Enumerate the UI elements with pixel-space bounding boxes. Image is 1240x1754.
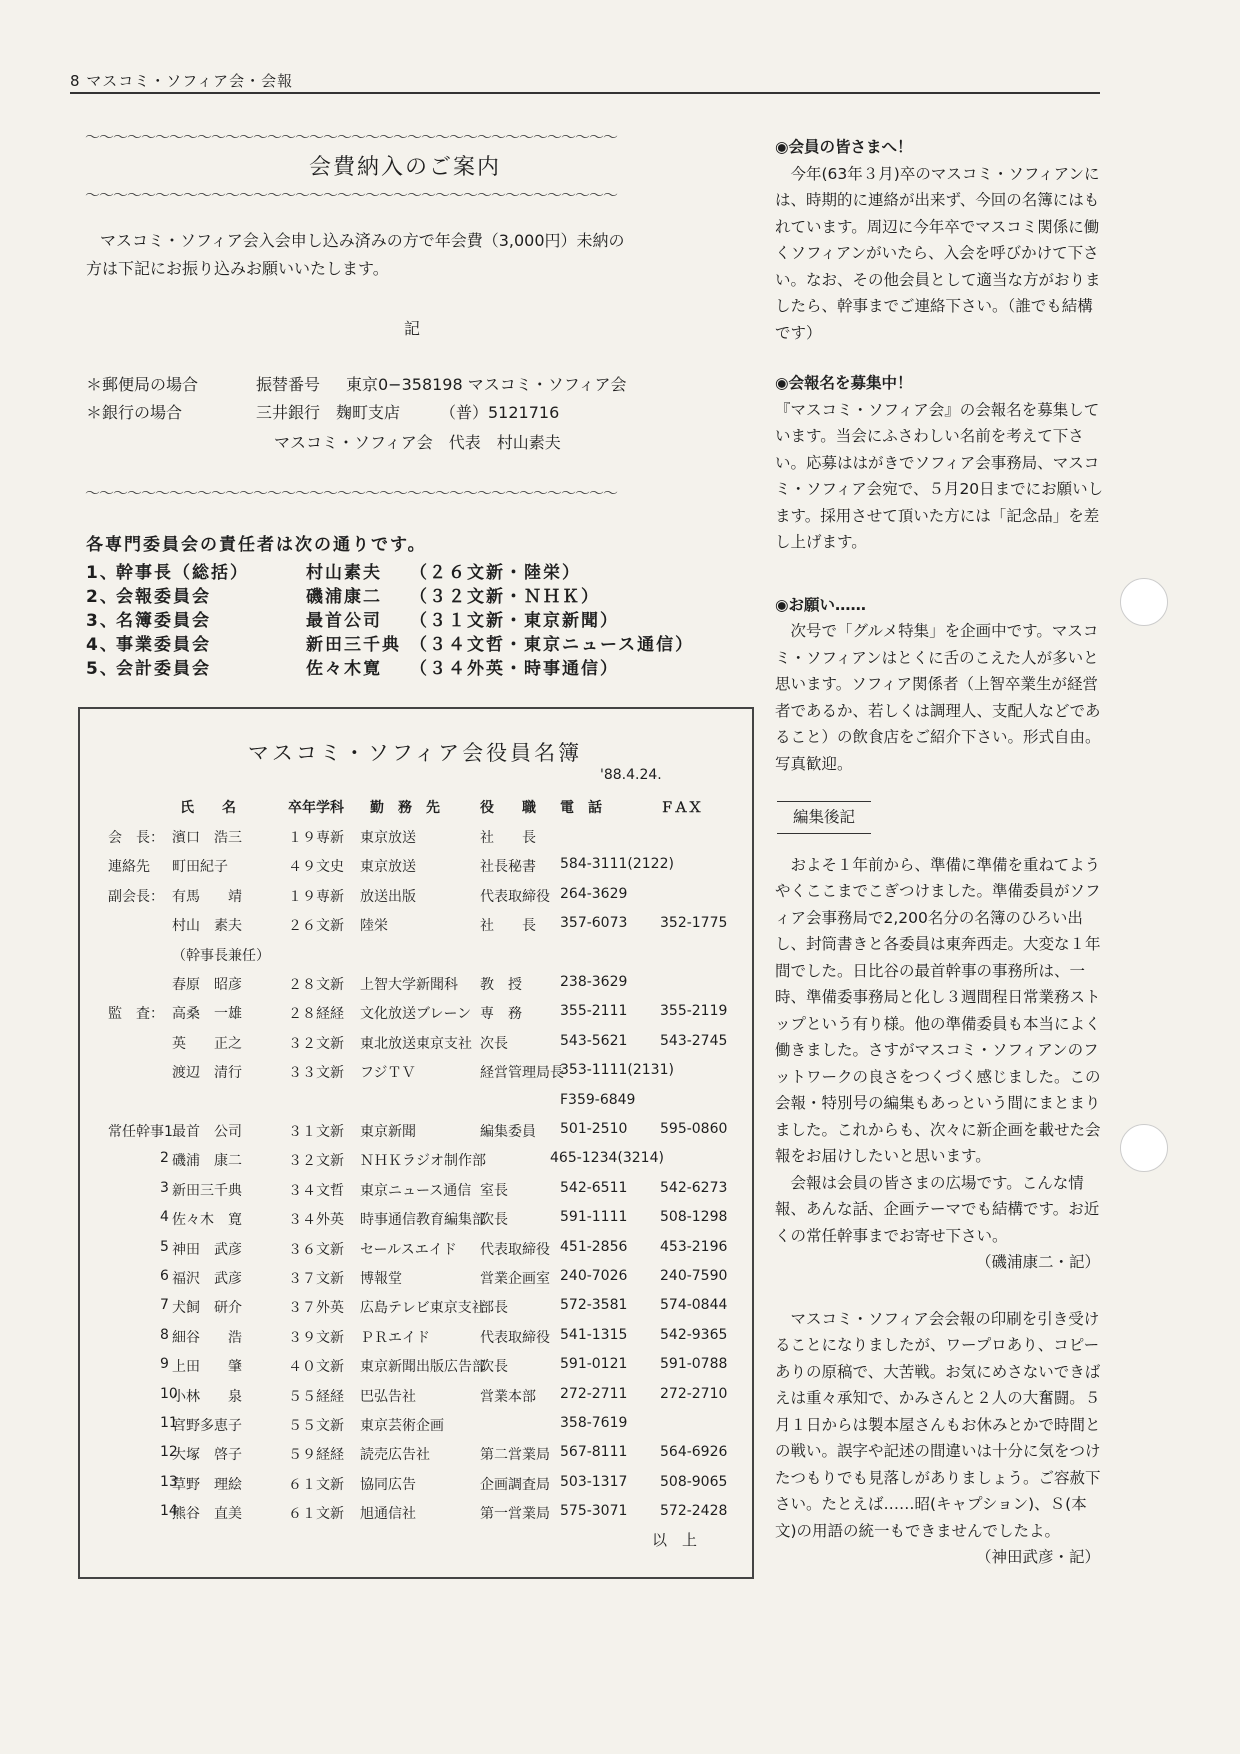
dir-year: ３６文新 [288, 1241, 344, 1258]
directory-end: 以 上 [652, 1531, 698, 1549]
dir-year: ４９文史 [288, 859, 344, 876]
members-notice-body: 今年(63年３月)卒のマスコミ・ソフィアンには、時期的に連絡が出来ず、今回の名簿にはもれています。周辺に今年卒でマスコミ関係に働くソフィアンがいたら、入会を呼びかけて下さい。なお、その他会員として適当な方がおりましたら、幹事までご連絡下さい。（誰でも結構です） [775, 164, 1101, 342]
members-notice-title: ◉会員の皆さまへ！ [775, 138, 913, 156]
dir-fax: 574-0844 [660, 1297, 728, 1314]
fee-bank-label: ＊銀行の場合 [86, 403, 183, 422]
dir-role: 10 [160, 1385, 178, 1402]
dir-role: 14 [160, 1503, 178, 1520]
dir-year: ３３文新 [288, 1065, 344, 1082]
dir-position: 社 長 [480, 918, 536, 935]
header-rule [70, 92, 1100, 94]
dir-phone: 272-2711 [560, 1385, 628, 1402]
dir-position: 室長 [480, 1182, 508, 1199]
dir-name: 英 正之 [172, 1035, 242, 1052]
dir-position: 社 長 [480, 830, 536, 846]
dir-name: 渡辺 清行 [172, 1065, 242, 1082]
directory-title: マスコミ・ソフィア会役員名簿 [247, 741, 583, 765]
directory-row [80, 1327, 750, 1356]
dir-year: ２６文新 [288, 918, 344, 935]
dir-year: ６１文新 [288, 1506, 344, 1523]
fee-title: 会費納入のご案内 [308, 155, 501, 180]
dir-name: 町田紀子 [172, 859, 228, 876]
fee-body-line1: マスコミ・ソフィア会入会申し込み済みの方で年会費（3,000円）未納の [100, 231, 625, 250]
directory-row [80, 1180, 750, 1209]
committee-name: 会報委員会 [116, 587, 211, 607]
dir-year: ３９文新 [288, 1329, 344, 1346]
committee-name: 名簿委員会 [116, 611, 211, 631]
dir-name: （幹事長兼任） [172, 947, 270, 964]
dir-fax: 352-1775 [660, 915, 728, 932]
dir-fax: 595-0860 [660, 1121, 728, 1137]
dir-phone: 465-1234(3214) [550, 1150, 664, 1167]
dir-phone: 541-1315 [560, 1326, 628, 1343]
dir-role: 5 [160, 1238, 169, 1255]
dir-employer: 東京ニュース通信 [360, 1182, 472, 1199]
dir-employer: 陸栄 [360, 918, 388, 935]
committee-affiliation: （２６文新・陸栄） [410, 563, 581, 583]
dir-employer: 時事通信教育編集部 [360, 1212, 486, 1229]
dir-fax: 542-9365 [660, 1326, 728, 1343]
directory-row [80, 1150, 750, 1179]
dir-year: ６１文新 [288, 1476, 344, 1493]
directory-row [80, 1503, 750, 1532]
col-fax: ＦＡＸ [660, 800, 702, 816]
editor-notes-body1: およそ１年前から、準備に準備を重ねてようやくここまでこぎつけました。準備委員がソフィア会事務局で2,200名分の名簿のひろい出し、封筒書きと各委員は東奔西走。大変な１年間でした。日比谷の最首幹事の事務所は、一時、準備委事務局と化し３週間程日常業務ストップという有り様。他の準備委員も本当によく働きました。さすがマスコミ・ソフィアンのフットワークの良さをつくづく感じました。この会報・特別号の編集もあっという間にまとまりました。これからも、次々に新企画を載せた会報をお届けしたいと思います。 [775, 855, 1101, 1165]
committee-name: 会計委員会 [116, 659, 211, 679]
dir-role: 3 [160, 1179, 169, 1196]
dir-phone: 240-7026 [560, 1268, 628, 1284]
dir-employer: セールスエイド [360, 1241, 457, 1258]
committee-name: 事業委員会 [116, 635, 211, 655]
dir-phone: 353-1111(2131) [560, 1062, 674, 1079]
dir-name: 大塚 啓子 [172, 1447, 242, 1464]
dir-year: ３１文新 [288, 1124, 344, 1140]
fee-postal-type: 振替番号 [256, 375, 321, 394]
dir-year: ２８経経 [288, 1006, 344, 1023]
dir-role: 監 査： [108, 1006, 164, 1023]
dir-name: 草野 理絵 [172, 1476, 242, 1493]
dir-employer: 放送出版 [360, 888, 416, 905]
directory-row [80, 1121, 750, 1150]
col-employer: 勤 務 先 [370, 800, 440, 816]
directory-row [80, 1239, 750, 1268]
newsletter-name-body: 『マスコミ・ソフィア会』の会報名を募集しています。当会にふさわしい名前を考えて下さい。応募ははがきでソフィア会事務局、マスコミ・ソフィア会宛で、５月20日までにお願いします。採用させて頂いた方には「記念品」を差し上げます。 [775, 400, 1104, 551]
dir-employer: 博報堂 [360, 1271, 402, 1287]
dir-fax: 355-2119 [660, 1003, 728, 1020]
dir-year: ２８文新 [288, 977, 344, 993]
dir-name: 春原 昭彦 [172, 977, 242, 993]
directory-row [80, 886, 750, 915]
directory-row [80, 1092, 750, 1121]
committee-person: 村山素夫 [306, 563, 382, 583]
dir-position: 第二営業局 [480, 1447, 550, 1464]
newsletter-name-title: ◉会報名を募集中！ [775, 374, 913, 392]
committee-person: 最首公司 [306, 611, 382, 631]
dir-position: 部長 [480, 1300, 508, 1317]
dir-fax: 453-2196 [660, 1238, 728, 1255]
dir-role: 副会長： [108, 888, 164, 905]
dir-year: ４０文新 [288, 1359, 344, 1376]
dir-phone: 355-2111 [560, 1003, 628, 1020]
col-year: 卒年学科 [288, 800, 344, 816]
dir-position: 代表取締役 [480, 1329, 550, 1346]
dir-name: 新田三千典 [172, 1182, 242, 1199]
dir-year: ３４外英 [288, 1212, 344, 1229]
wave-divider-bottom: 〜〜〜〜〜〜〜〜〜〜〜〜〜〜〜〜〜〜〜〜〜〜〜〜〜〜〜〜〜〜〜〜〜〜〜〜〜〜 [85, 484, 618, 502]
dir-phone: 358-7619 [560, 1415, 628, 1431]
dir-name: 熊谷 直美 [172, 1506, 242, 1523]
dir-employer: 広島テレビ東京支社 [360, 1300, 486, 1317]
dir-year: １９専新 [288, 888, 344, 905]
dir-role: 13 [160, 1473, 178, 1490]
dir-role: 8 [160, 1326, 169, 1343]
printing-note-body: マスコミ・ソフィア会会報の印刷を引き受けることになりましたが、ワープロあり、コピーありの原稿で、大苦戦。お気にめさないできばえは重々承知で、かみさんと２人の大奮闘。５月１日からは製本屋さんもお休みとかで時間との戦い。誤字や記述の間違いは十分に気をつけたつもりでも見落しがありましょう。ご容赦下さい。たとえば……昭(キャプション)、Ｓ(本文)の用語の統一もできませんでしたよ。 [775, 1309, 1101, 1540]
directory-row [80, 827, 750, 856]
editor-notes-label: 編集後記 [777, 801, 871, 834]
dir-year: ３２文新 [288, 1153, 344, 1170]
binder-hole-top [1120, 578, 1168, 626]
directory-row [80, 1062, 750, 1091]
dir-employer: フジＴＶ [360, 1065, 416, 1082]
dir-name: 磯浦 康二 [172, 1153, 242, 1170]
committee-no: 3、 [86, 611, 119, 631]
dir-year: ３７外英 [288, 1300, 344, 1317]
dir-employer: 東京芸術企画 [360, 1418, 444, 1434]
dir-year: １９専新 [288, 830, 344, 846]
dir-phone: 575-3071 [560, 1503, 628, 1520]
directory-row [80, 1415, 750, 1444]
dir-employer: ＰＲエイド [360, 1329, 430, 1346]
dir-fax: 572-2428 [660, 1503, 728, 1520]
committee-name: 幹事長（総括） [116, 563, 249, 583]
fee-body-line2: 方は下記にお振り込みお願いいたします。 [86, 259, 389, 278]
dir-position: 第一営業局 [480, 1506, 550, 1523]
dir-position: 社長秘書 [480, 859, 536, 876]
dir-role: 会 長： [108, 830, 164, 846]
dir-year: ５５文新 [288, 1418, 344, 1434]
dir-phone: 238-3629 [560, 974, 628, 990]
request-body: 次号で「グルメ特集」を企画中です。マスコミ・ソフィアンはとくに舌のこえた人が多いと思います。ソフィア関係者（上智卒業生が経営者であるか、若しくは調理人、支配人などであること）の飲食店をご紹介下さい。形式自由。写真歓迎。 [775, 622, 1101, 773]
dir-employer: 巴弘告社 [360, 1388, 416, 1405]
directory-row [80, 1444, 750, 1473]
dir-employer: 東京放送 [360, 830, 416, 846]
dir-year: ３４文哲 [288, 1182, 344, 1199]
dir-position: 代表取締役 [480, 1241, 550, 1258]
committee-affiliation: （３４文哲・東京ニュース通信） [410, 635, 695, 655]
directory-row [80, 1474, 750, 1503]
fee-postal-detail: 東京0−358198 マスコミ・ソフィア会 [346, 375, 627, 394]
col-name: 氏 名 [180, 800, 236, 816]
committee-affiliation: （３１文新・東京新聞） [410, 611, 619, 631]
dir-role: 9 [160, 1356, 169, 1373]
dir-name: 犬飼 研介 [172, 1300, 242, 1317]
dir-position: 企画調査局 [480, 1476, 550, 1493]
dir-name: 有馬 靖 [172, 888, 242, 905]
request-title: ◉お願い…… [775, 595, 867, 614]
dir-fax: 240-7590 [660, 1268, 728, 1284]
dir-role: 11 [160, 1415, 178, 1431]
dir-position: 営業本部 [480, 1388, 536, 1405]
dir-employer: 東京放送 [360, 859, 416, 876]
dir-fax: 543-2745 [660, 1032, 728, 1049]
dir-position: 代表取締役 [480, 888, 550, 905]
dir-role: 常任幹事1 [108, 1124, 173, 1140]
dir-position: 専 務 [480, 1006, 522, 1023]
dir-fax: 542-6273 [660, 1179, 728, 1196]
fee-bank-detail: （普）5121716 [440, 403, 560, 422]
dir-employer: 旭通信社 [360, 1506, 416, 1523]
dir-position: 次長 [480, 1359, 508, 1376]
dir-position: 営業企画室 [480, 1271, 550, 1287]
col-position: 役 職 [480, 800, 536, 816]
dir-name: 小林 泉 [172, 1388, 242, 1405]
dir-position: 教 授 [480, 977, 522, 993]
dir-employer: 上智大学新聞科 [360, 977, 458, 993]
dir-name: 村山 素夫 [172, 918, 242, 935]
dir-fax: 508-1298 [660, 1209, 728, 1226]
dir-employer: 文化放送ブレーン [360, 1006, 472, 1023]
fee-bank-type: 三井銀行 麹町支店 [256, 403, 401, 422]
dir-phone: 584-3111(2122) [560, 856, 674, 873]
dir-name: 宮野多恵子 [172, 1418, 242, 1434]
dir-phone: 264-3629 [560, 885, 628, 902]
dir-employer: ＮＨＫラジオ制作部 [360, 1153, 486, 1170]
directory-row [80, 1209, 750, 1238]
committee-no: 5、 [86, 659, 119, 679]
committee-no: 4、 [86, 635, 119, 655]
wave-divider-top: 〜〜〜〜〜〜〜〜〜〜〜〜〜〜〜〜〜〜〜〜〜〜〜〜〜〜〜〜〜〜〜〜〜〜〜〜〜〜 [85, 128, 618, 146]
dir-position: 次長 [480, 1035, 508, 1052]
fee-payee: マスコミ・ソフィア会 代表 村山素夫 [274, 433, 561, 452]
dir-name: 神田 武彦 [172, 1241, 242, 1258]
fee-postal-label: ＊郵便局の場合 [86, 375, 199, 394]
dir-name: 細谷 浩 [172, 1329, 242, 1346]
directory-row [80, 1003, 750, 1032]
printing-note-signoff: （神田武彦・記） [975, 1548, 1100, 1566]
dir-employer: 協同広告 [360, 1476, 416, 1493]
page-header: 8 マスコミ・ソフィア会・会報 [70, 72, 294, 90]
dir-position: 編集委員 [480, 1124, 536, 1140]
dir-role: 6 [160, 1268, 169, 1284]
committee-no: 2、 [86, 587, 119, 607]
directory-row [80, 1356, 750, 1385]
dir-role: 7 [160, 1297, 169, 1314]
committee-no: 1、 [86, 563, 119, 583]
dir-position: 経営管理局長 [480, 1065, 564, 1082]
dir-name: 高桑 一雄 [172, 1006, 242, 1023]
dir-year: ５９経経 [288, 1447, 344, 1464]
fee-ki: 記 [404, 319, 421, 338]
dir-fax: 508-9065 [660, 1473, 728, 1490]
dir-phone: F359-6849 [560, 1091, 636, 1108]
dir-name: 福沢 武彦 [172, 1271, 242, 1287]
right-column [775, 134, 1105, 1571]
col-phone: 電 話 [560, 800, 602, 816]
directory-header-row [80, 797, 750, 826]
directory-row [80, 1268, 750, 1297]
dir-name: 濱口 浩三 [172, 830, 242, 846]
committee-affiliation: （３４外英・時事通信） [410, 659, 619, 679]
dir-employer: 東京新聞 [360, 1124, 416, 1140]
directory-row [80, 945, 750, 974]
dir-phone: 543-5621 [560, 1032, 628, 1049]
dir-fax: 272-2710 [660, 1385, 728, 1402]
committees-intro: 各専門委員会の責任者は次の通りです。 [86, 535, 427, 555]
directory-row [80, 915, 750, 944]
dir-phone: 357-6073 [560, 915, 628, 932]
dir-phone: 591-1111 [560, 1209, 628, 1226]
committee-person: 佐々木寛 [306, 659, 382, 679]
dir-position: 次長 [480, 1212, 508, 1229]
dir-role: 12 [160, 1444, 178, 1461]
dir-name: 上田 肇 [172, 1359, 242, 1376]
dir-phone: 503-1317 [560, 1473, 628, 1490]
committee-person: 新田三千典 [306, 635, 401, 655]
dir-employer: 東京新聞出版広告部 [360, 1359, 486, 1376]
editor-notes-body2: 会報は会員の皆さまの広場です。こんな情報、あんな話、企画テーマでも結構です。お近くの常任幹事までお寄せ下さい。 [775, 1173, 1100, 1245]
committee-affiliation: （３２文新・ＮＨＫ） [410, 587, 600, 607]
dir-year: ３２文新 [288, 1035, 344, 1052]
binder-hole-bottom [1120, 1124, 1168, 1172]
dir-phone: 591-0121 [560, 1356, 628, 1373]
directory-row [80, 1386, 750, 1415]
directory-row [80, 1033, 750, 1062]
dir-fax: 564-6926 [660, 1444, 728, 1461]
wave-divider-mid: 〜〜〜〜〜〜〜〜〜〜〜〜〜〜〜〜〜〜〜〜〜〜〜〜〜〜〜〜〜〜〜〜〜〜〜〜〜〜 [85, 186, 618, 204]
directory-date: '88.4.24. [600, 767, 662, 783]
dir-name: 佐々木 寛 [172, 1212, 242, 1229]
dir-name: 最首 公司 [172, 1124, 242, 1140]
dir-role: 連絡先 [108, 859, 150, 876]
dir-fax: 591-0788 [660, 1356, 728, 1373]
dir-phone: 572-3581 [560, 1297, 628, 1314]
dir-phone: 567-8111 [560, 1444, 628, 1461]
dir-employer: 東北放送東京支社 [360, 1035, 472, 1052]
directory-row [80, 974, 750, 1003]
dir-role: 2 [160, 1150, 169, 1167]
editor-notes-signoff1: （磯浦康二・記） [975, 1253, 1100, 1271]
dir-phone: 542-6511 [560, 1179, 628, 1196]
dir-role: 4 [160, 1209, 169, 1226]
dir-phone: 451-2856 [560, 1238, 628, 1255]
officer-directory [78, 707, 754, 1579]
dir-phone: 501-2510 [560, 1121, 628, 1137]
directory-row [80, 1297, 750, 1326]
dir-year: ３７文新 [288, 1271, 344, 1287]
dir-year: ５５経経 [288, 1388, 344, 1405]
committee-person: 磯浦康二 [306, 587, 382, 607]
dir-employer: 読売広告社 [360, 1447, 430, 1464]
directory-row [80, 856, 750, 885]
